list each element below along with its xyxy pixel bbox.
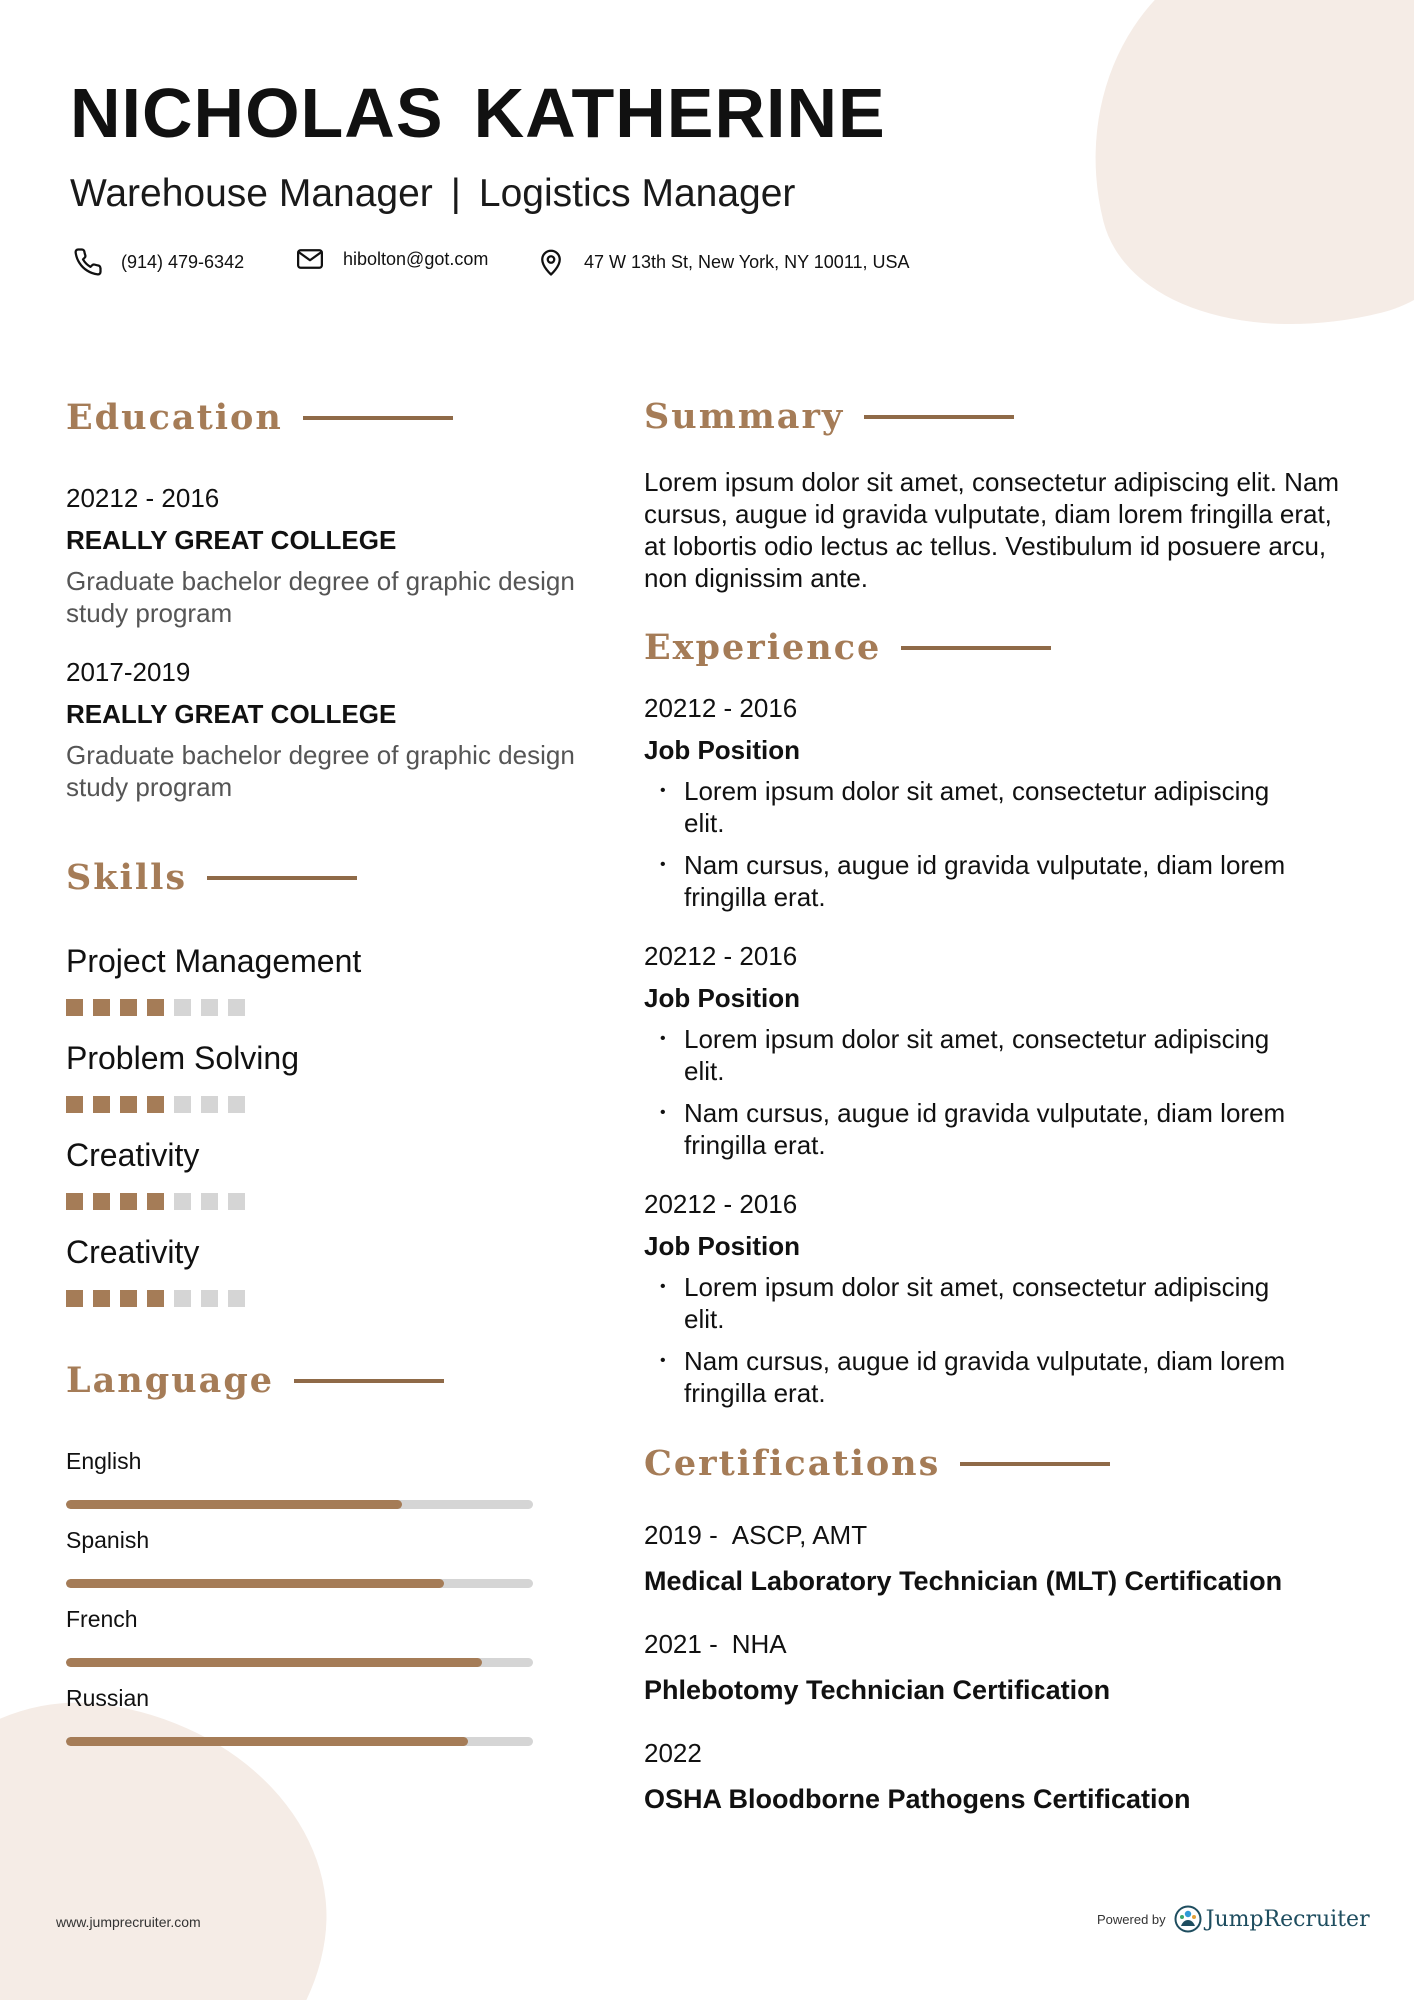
cert-date (644, 1522, 867, 1548)
language-heading (66, 1360, 444, 1401)
skill-square-filled (93, 1193, 110, 1210)
skill-level (66, 1096, 245, 1113)
skill-square-empty (201, 1193, 218, 1210)
heading-rule (303, 416, 453, 420)
job-date: 20212 - 2016 (644, 693, 798, 723)
skill-square-empty (174, 1096, 191, 1113)
summary-heading (644, 396, 1014, 437)
job-bullet: • Nam cursus, augue id gravida vulputate, diam lorem fringilla erat. (660, 1345, 1300, 1409)
skill-square-filled (66, 1193, 83, 1210)
job-title (70, 174, 795, 213)
skill-square-empty (228, 1193, 245, 1210)
skill-name: Creativity (66, 1234, 200, 1270)
skill-level (66, 1290, 245, 1307)
education-school: REALLY GREAT COLLEGE (66, 525, 397, 555)
education-date: 20212 - 2016 (66, 483, 220, 513)
skills-title: Skills (66, 857, 188, 898)
role-secondary: Logistics Manager (478, 172, 796, 215)
skill-square-empty (228, 999, 245, 1016)
language-bar (66, 1737, 533, 1746)
language-bar-fill (66, 1737, 468, 1746)
skill-square-filled (147, 1290, 164, 1307)
language-title: Language (66, 1360, 275, 1401)
job-bullet: • Lorem ipsum dolor sit amet, consectetur adipiscing elit. (660, 775, 1300, 839)
cert-issuer: ASCP, AMT (731, 1520, 868, 1550)
heading-rule (901, 646, 1051, 650)
street-address: 47 W 13th St, New York, NY 10011, USA (584, 251, 910, 272)
decorative-blob-bottom (0, 1675, 353, 2000)
heading-rule (960, 1462, 1110, 1466)
language-name: English (66, 1448, 142, 1474)
cert-name: OSHA Bloodborne Pathogens Certification (644, 1784, 1191, 1814)
education-degree: Graduate bachelor degree of graphic design study program (66, 740, 575, 802)
skill-name: Problem Solving (66, 1040, 299, 1076)
jumprecruiter-logo-icon (1174, 1905, 1202, 1933)
mail-icon (295, 244, 325, 274)
skill-square-empty (174, 1193, 191, 1210)
contact-address (536, 245, 910, 279)
cert-issuer: NHA (731, 1629, 787, 1659)
job-bullets (660, 1271, 1300, 1419)
job-position: Job Position (644, 983, 800, 1013)
certifications-title: Certifications (644, 1443, 941, 1484)
heading-rule (294, 1379, 444, 1383)
job-bullet: • Nam cursus, augue id gravida vulputate, diam lorem fringilla erat. (660, 849, 1300, 913)
language-bar-fill (66, 1579, 444, 1588)
language-name: Russian (66, 1685, 150, 1711)
skill-square-filled (66, 1096, 83, 1113)
skill-square-empty (228, 1290, 245, 1307)
skill-square-filled (93, 1096, 110, 1113)
job-position: Job Position (644, 1231, 800, 1261)
footer-url[interactable]: www.jumprecruiter.com (56, 1914, 201, 1930)
phone-number: (914) 479-6342 (121, 251, 245, 272)
decorative-blob-top (1047, 0, 1414, 373)
skill-square-filled (120, 1193, 137, 1210)
skill-square-filled (147, 1193, 164, 1210)
contact-email (295, 242, 488, 276)
skill-square-filled (66, 999, 83, 1016)
experience-heading (644, 627, 1051, 668)
last-name: KATHERINE (473, 74, 886, 152)
language-bar-fill (66, 1658, 482, 1667)
skill-level (66, 1193, 245, 1210)
skill-square-empty (201, 1096, 218, 1113)
education-title: Education (66, 397, 283, 438)
education-heading (66, 397, 453, 438)
location-pin-icon (536, 247, 566, 277)
first-name: NICHOLAS (70, 74, 444, 152)
language-name: Spanish (66, 1527, 150, 1553)
summary-text: Lorem ipsum dolor sit amet, consectetur adipiscing elit. Nam cursus, augue id gravida vulputate, diam lorem fringilla erat, at lobortis odio lectus ac tellus. Vestibulum id posuere arcu, non dignissim ante. (644, 467, 1340, 593)
role-separator: | (450, 172, 461, 215)
skill-square-empty (201, 999, 218, 1016)
skill-level (66, 999, 245, 1016)
job-position: Job Position (644, 735, 800, 765)
candidate-name (70, 74, 886, 152)
language-bar (66, 1500, 533, 1509)
skill-name: Creativity (66, 1137, 200, 1173)
skill-square-filled (147, 999, 164, 1016)
skill-square-filled (120, 1290, 137, 1307)
job-bullet: • Nam cursus, augue id gravida vulputate, diam lorem fringilla erat. (660, 1097, 1300, 1161)
powered-by-label: Powered by (1097, 1911, 1166, 1927)
language-bar-fill (66, 1500, 402, 1509)
skill-square-filled (120, 1096, 137, 1113)
skill-square-empty (174, 999, 191, 1016)
job-date: 20212 - 2016 (644, 941, 798, 971)
brand-name: JumpRecruiter (1205, 1906, 1370, 1932)
contact-phone (73, 245, 244, 279)
education-degree: Graduate bachelor degree of graphic design study program (66, 566, 575, 628)
language-name: French (66, 1606, 138, 1632)
skill-square-empty (201, 1290, 218, 1307)
role-primary: Warehouse Manager (70, 172, 433, 215)
phone-icon (73, 247, 103, 277)
heading-rule (864, 415, 1014, 419)
job-date: 20212 - 2016 (644, 1189, 798, 1219)
cert-date (644, 1631, 787, 1657)
job-bullet: • Lorem ipsum dolor sit amet, consectetur adipiscing elit. (660, 1271, 1300, 1335)
language-bar (66, 1579, 533, 1588)
summary-title: Summary (644, 396, 845, 437)
cert-name: Medical Laboratory Technician (MLT) Certification (644, 1566, 1283, 1596)
skill-square-filled (120, 999, 137, 1016)
experience-title: Experience (644, 627, 882, 668)
heading-rule (207, 876, 357, 880)
skill-square-empty (228, 1096, 245, 1113)
skill-square-filled (93, 1290, 110, 1307)
cert-date (644, 1740, 702, 1766)
language-bar (66, 1658, 533, 1667)
skill-square-filled (93, 999, 110, 1016)
job-bullet: • Lorem ipsum dolor sit amet, consectetur adipiscing elit. (660, 1023, 1300, 1087)
skill-square-empty (174, 1290, 191, 1307)
cert-name: Phlebotomy Technician Certification (644, 1675, 1111, 1705)
education-date: 2017-2019 (66, 657, 191, 687)
cert-year: 2019 - (644, 1520, 718, 1550)
skills-heading (66, 857, 357, 898)
cert-year: 2022 (644, 1738, 702, 1768)
footer-brand[interactable] (1097, 1905, 1370, 1933)
email-address: hibolton@got.com (343, 248, 489, 269)
skill-square-filled (66, 1290, 83, 1307)
education-school: REALLY GREAT COLLEGE (66, 699, 397, 729)
skill-name: Project Management (66, 943, 362, 979)
job-bullets (660, 1023, 1300, 1171)
cert-year: 2021 - (644, 1629, 718, 1659)
certifications-heading (644, 1443, 1110, 1484)
skill-square-filled (147, 1096, 164, 1113)
job-bullets (660, 775, 1300, 923)
